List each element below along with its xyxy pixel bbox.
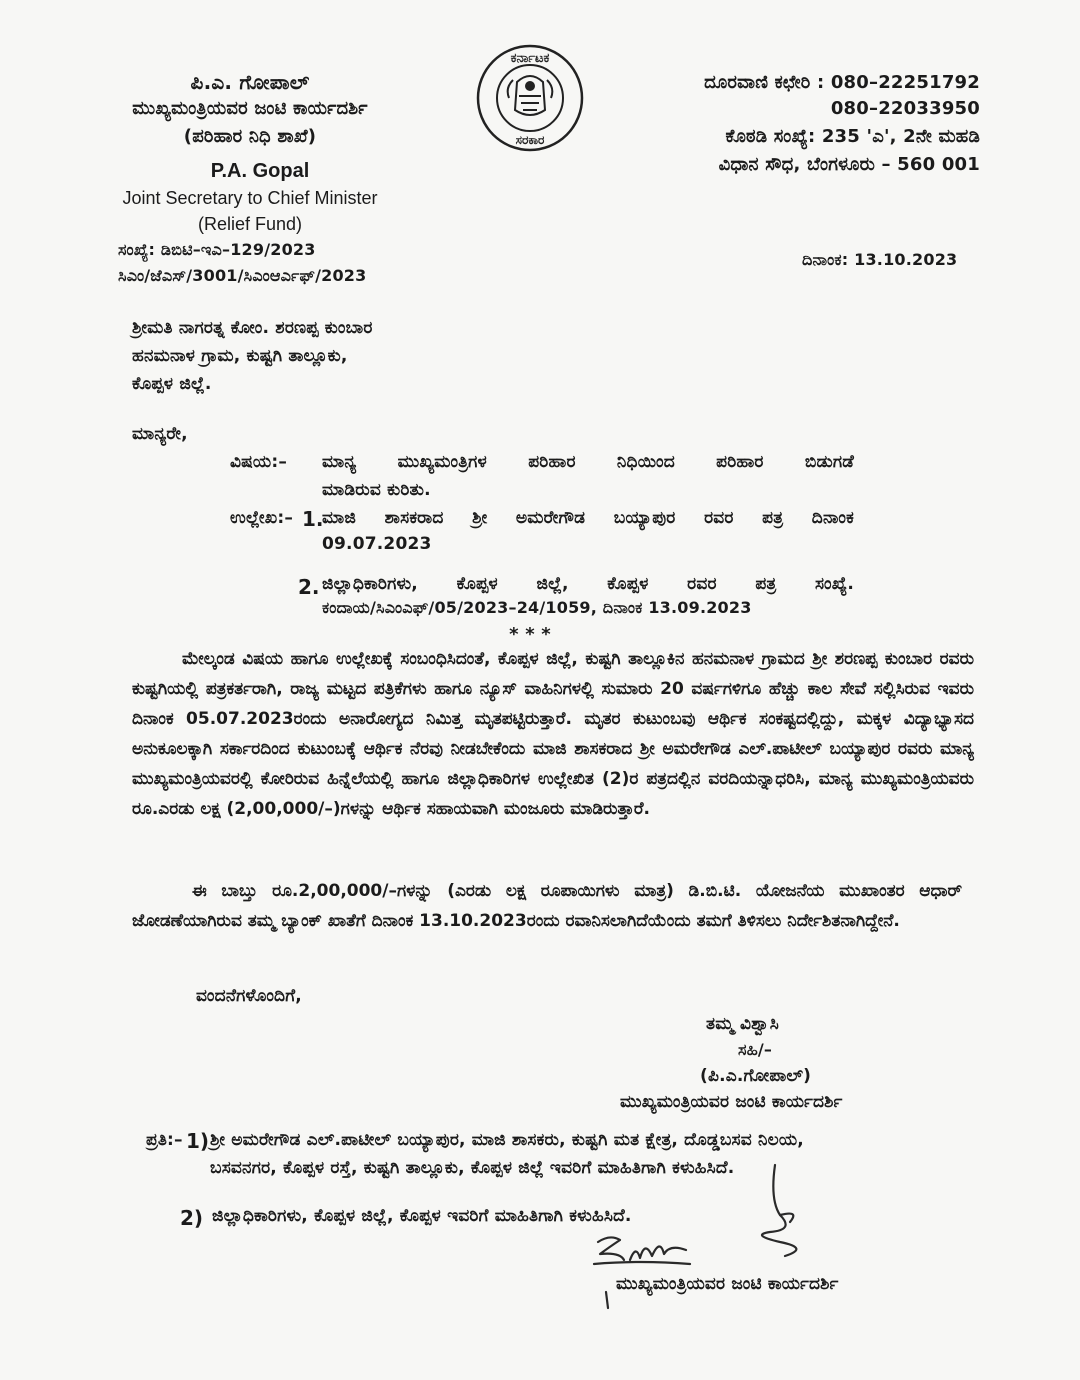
section-separator: * * *	[509, 624, 551, 645]
body-paragraph-1: ಮೇಲ್ಕಂಡ ವಿಷಯ ಹಾಗೂ ಉಲ್ಲೇಖಕ್ಕೆ ಸಂಬಂಧಿಸಿದಂತೆ, ಕೊಪ್ಪಳ ಜಿಲ್ಲೆ, ಕುಷ್ಟಗಿ ತಾಲ್ಲೂಕಿನ ಹನಮನಾಳ ಗ್ರಾಮದ ಶ್ರೀ ಶರಣಪ್ಪ ಕುಂಬಾರ ರವರು ಕುಷ್ಟಗಿಯಲ್ಲಿ ಪತ್ರಕರ್ತರಾಗಿ, ರಾಜ್ಯ ಮಟ್ಟದ ಪತ್ರಿಕೆಗಳು ಹಾಗೂ ನ್ಯೂಸ್ ವಾಹಿನಿಗಳಲ್ಲಿ ಸುಮಾರು 20 ವರ್ಷಗಳಿಗೂ ಹೆಚ್ಚು ಕಾಲ ಸೇವೆ ಸಲ್ಲಿಸಿರುವ ಇವರು ದಿನಾಂಕ 05.07.2023ರಂದು ಅನಾರೋಗ್ಯದ ನಿಮಿತ್ತ ಮೃತಪಟ್ಟಿರುತ್ತಾರೆ. ಮೃತರ ಕುಟುಂಬವು ಆರ್ಥಿಕ ಸಂಕಷ್ಟದಲ್ಲಿದ್ದು, ಮಕ್ಕಳ ವಿದ್ಯಾಭ್ಯಾಸದ ಅನುಕೂಲಕ್ಕಾಗಿ ಸರ್ಕಾರದಿಂದ ಕುಟುಂಬಕ್ಕೆ ಆರ್ಥಿಕ ನೆರವು ನೀಡಬೇಕೆಂದು ಮಾಜಿ ಶಾಸಕರಾದ ಶ್ರೀ ಅಮರೇಗೌಡ ಎಲ್.ಪಾಟೀಲ್ ಬಯ್ಯಾಪುರ ರವರು ಮಾನ್ಯ ಮುಖ್ಯಮಂತ್ರಿಯವರಲ್ಲಿ ಕೋರಿರುವ ಹಿನ್ನೆಲೆಯಲ್ಲಿ ಹಾಗೂ ಜಿಲ್ಲಾಧಿಕಾರಿಗಳ ಉಲ್ಲೇಖಿತ (2)ರ ಪತ್ರದಲ್ಲಿನ ವರದಿಯನ್ನಾಧರಿಸಿ, ಮಾನ್ಯ ಮುಖ್ಯಮಂತ್ರಿಯವರು ರೂ.ಎರಡು ಲಕ್ಷ (2,00,000/–)ಗಳನ್ನು ಆರ್ಥಿಕ ಸಹಾಯವಾಗಿ ಮಂಜೂರು ಮಾಡಿರುತ್ತಾರೆ.	[132, 649, 974, 819]
copy-1-line-1: ಶ್ರೀ ಅಮರೇಗೌಡ ಎಲ್.ಪಾಟೀಲ್ ಬಯ್ಯಾಪುರ, ಮಾಜಿ ಶಾಸಕರು, ಕುಷ್ಟಗಿ ಮತ ಕ್ಷೇತ್ರ, ದೊಡ್ಡಬಸವ ನಿಲಯ,	[210, 1130, 804, 1150]
reference-1-line-2: 09.07.2023	[322, 534, 432, 554]
body-paragraph-2: ಈ ಬಾಬ್ತು ರೂ.2,00,000/–ಗಳನ್ನು (ಎರಡು ಲಕ್ಷ ರೂಪಾಯಿಗಳು ಮಾತ್ರ) ಡಿ.ಬಿ.ಟಿ. ಯೋಜನೆಯ ಮುಖಾಂತರ ಆಧಾರ್ ಜೋಡಣೆಯಾಗಿರುವ ತಮ್ಮ ಬ್ಯಾಂಕ್ ಖಾತೆಗೆ ದಿನಾಂಕ 13.10.2023ರಂದು ರವಾನಿಸಲಾಗಿದೆಯೆಂದು ತಮಗೆ ತಿಳಿಸಲು ನಿರ್ದೇಶಿತನಾಗಿದ್ದೇನೆ.	[132, 881, 962, 931]
sender-name-english: P.A. Gopal	[210, 160, 310, 182]
copy-1-line-2: ಬಸವನಗರ, ಕೊಪ್ಪಳ ರಸ್ತೆ, ಕುಷ್ಟಗಿ ತಾಲ್ಲೂಕು, ಕೊಪ್ಪಳ ಜಿಲ್ಲೆ ಇವರಿಗೆ ಮಾಹಿತಿಗಾಗಿ ಕಳುಹಿಸಿದೆ.	[210, 1158, 735, 1178]
seal-text-top: ಕರ್ನಾಟಕ	[510, 51, 550, 66]
subject-line-2: ಮಾಡಿರುವ ಕುರಿತು.	[322, 480, 431, 500]
reference-2-number: 2.	[298, 575, 320, 599]
handwritten-signature	[590, 1230, 700, 1310]
reference-number-1: ಸಂಖ್ಯೆ: ಡಿಬಿಟಿ–ಇಎ–129/2023	[118, 240, 316, 259]
phone-office: ದೂರವಾಣಿ ಕಛೇರಿ : 080–22251792	[704, 72, 980, 93]
room-number: ಕೊಠಡಿ ಸಂಖ್ಯೆ: 235 'ಎ', 2ನೇ ಮಹಡಿ	[725, 126, 980, 147]
reference-2-line-2: ಕಂದಾಯ/ಸಿಎಂಎಫ್/05/2023–24/1059, ದಿನಾಂಕ 13.09.2023	[322, 598, 752, 617]
phone-secondary: 080–22033950	[830, 98, 980, 119]
copy-2-number: 2)	[180, 1206, 204, 1230]
signature-name: (ಪಿ.ಎ.ಗೋಪಾಲ್)	[700, 1066, 812, 1086]
sender-title-english: Joint Secretary to Chief Minister	[122, 188, 378, 208]
footer-designation: ಮುಖ್ಯಮಂತ್ರಿಯವರ ಜಂಟಿ ಕಾರ್ಯದರ್ಶಿ	[616, 1274, 839, 1294]
handwritten-flourish	[740, 1160, 830, 1260]
sender-title-kannada: ಮುಖ್ಯಮಂತ್ರಿಯವರ ಜಂಟಿ ಕಾರ್ಯದರ್ಶಿ	[132, 98, 368, 119]
closing: ವಂದನೆಗಳೊಂದಿಗೆ,	[196, 986, 302, 1006]
seal-text-bottom: ಸರಕಾರ	[515, 133, 545, 147]
reference-1-line-1: ಮಾಜಿ ಶಾಸಕರಾದ ಶ್ರೀ ಅಮರೇಗೌಡ ಬಯ್ಯಾಪುರ ರವರ ಪತ್ರ ದಿನಾಂಕ	[322, 508, 854, 528]
office-address: ವಿಧಾನ ಸೌಧ, ಬೆಂಗಳೂರು – 560 001	[718, 154, 980, 175]
government-seal-emblem	[475, 40, 585, 160]
salutation: ಮಾನ್ಯರೇ,	[132, 424, 188, 444]
recipient-district: ಕೊಪ್ಪಳ ಜಿಲ್ಲೆ.	[132, 374, 212, 394]
sender-dept-kannada: (ಪರಿಹಾರ ನಿಧಿ ಶಾಖೆ)	[183, 126, 317, 147]
reference-1-number: 1.	[302, 507, 324, 531]
signature-designation: ಮುಖ್ಯಮಂತ್ರಿಯವರ ಜಂಟಿ ಕಾರ್ಯದರ್ಶಿ	[620, 1092, 843, 1112]
signature-yours-faithfully: ತಮ್ಮ ವಿಶ್ವಾಸಿ	[706, 1014, 779, 1034]
signature-signed: ಸಹಿ/–	[738, 1040, 773, 1059]
copy-1-number: 1)	[186, 1129, 210, 1153]
copy-2-line-1: ಜಿಲ್ಲಾಧಿಕಾರಿಗಳು, ಕೊಪ್ಪಳ ಜಿಲ್ಲೆ, ಕೊಪ್ಪಳ ಇವರಿಗೆ ಮಾಹಿತಿಗಾಗಿ ಕಳುಹಿಸಿದೆ.	[212, 1206, 632, 1226]
reference-number-2: ಸಿಎಂ/ಜೆಎಸ್/3001/ಸಿಎಂಆರ್ಎಫ್/2023	[118, 266, 367, 285]
recipient-name: ಶ್ರೀಮತಿ ನಾಗರತ್ನ ಕೋಂ. ಶರಣಪ್ಪ ಕುಂಬಾರ	[132, 318, 373, 338]
reference-label: ಉಲ್ಲೇಖ:–	[230, 508, 294, 528]
reference-2-line-1: ಜಿಲ್ಲಾಧಿಕಾರಿಗಳು, ಕೊಪ್ಪಳ ಜಿಲ್ಲೆ, ಕೊಪ್ಪಳ ರವರ ಪತ್ರ ಸಂಖ್ಯೆ.	[322, 574, 854, 594]
subject-line-1: ಮಾನ್ಯ ಮುಖ್ಯಮಂತ್ರಿಗಳ ಪರಿಹಾರ ನಿಧಿಯಿಂದ ಪರಿಹಾರ ಬಿಡುಗಡೆ	[322, 452, 854, 472]
copy-label: ಪ್ರತಿ:–	[146, 1130, 183, 1150]
sender-dept-english: (Relief Fund)	[197, 214, 303, 234]
recipient-village: ಹನಮನಾಳ ಗ್ರಾಮ, ಕುಷ್ಟಗಿ ತಾಲ್ಲೂಕು,	[132, 346, 348, 366]
sender-name-kannada: ಪಿ.ಎ. ಗೋಪಾಲ್	[190, 70, 310, 94]
letter-date: ದಿನಾಂಕ: 13.10.2023	[802, 250, 958, 269]
subject-label: ವಿಷಯ:–	[230, 452, 288, 472]
